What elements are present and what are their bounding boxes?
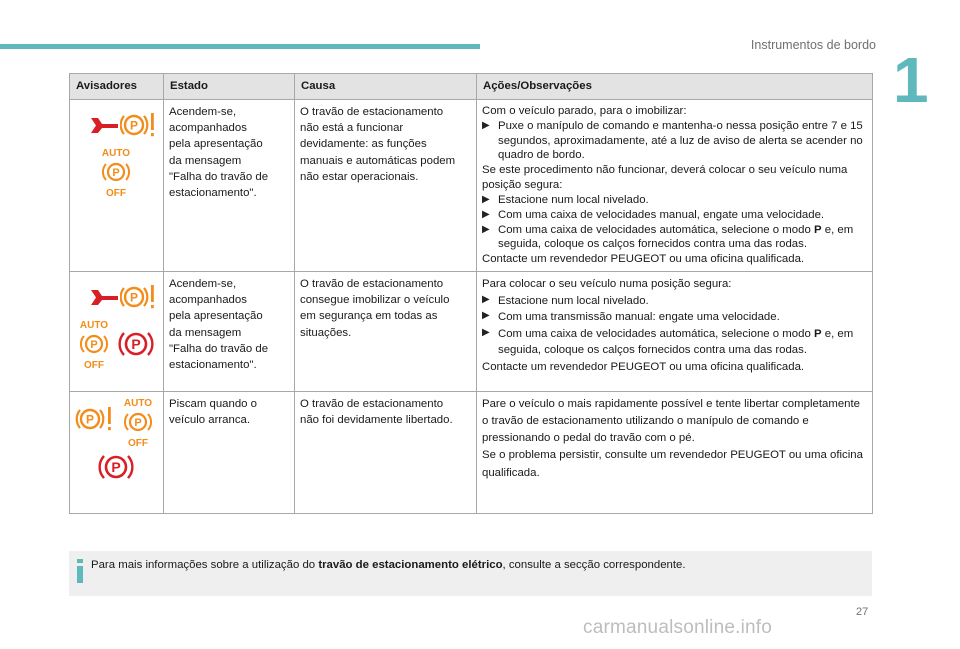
svg-text:OFF: OFF bbox=[106, 188, 126, 198]
acoes-intro: Para colocar o seu veículo numa posição segura: bbox=[482, 278, 732, 291]
wrench-icon bbox=[88, 114, 120, 136]
chapter-number: 1 bbox=[893, 44, 929, 116]
wrench-icon bbox=[88, 286, 120, 308]
causa-line: não foi devidamente libertado. bbox=[300, 414, 453, 427]
bullet-text: Puxe o manípulo de comando e mantenha-o nessa posição entre 7 e 15 segundos, aproximadamente, até a luz de aviso de alerta se acender no quadro de bordo. bbox=[498, 119, 863, 162]
parking-brake-warning-icon bbox=[120, 282, 156, 312]
acoes-bullet bbox=[482, 293, 867, 310]
bullet-arrow-icon: ▶ bbox=[482, 326, 490, 338]
estado-line: estacionamento". bbox=[169, 359, 257, 372]
info-note-text bbox=[91, 559, 686, 571]
causa-line: manuais e automáticas podem bbox=[300, 154, 456, 167]
acoes-end: Contacte um revendedor PEUGEOT ou uma oficina qualificada. bbox=[482, 360, 805, 373]
bullet-text: e, em seguida, coloque os calços fornecidos contra uma das rodas. bbox=[498, 223, 854, 251]
warning-lights-table bbox=[69, 73, 873, 514]
mode-p: P bbox=[813, 223, 822, 236]
svg-text:OFF: OFF bbox=[84, 360, 104, 371]
acoes-paragraph: Pare o veículo o mais rapidamente possível e tente libertar completamente o travão de estacionamento utilizando o manípulo de comando e pressionando o pedal do travão com o pé. bbox=[482, 398, 860, 445]
causa-line: não está a funcionar bbox=[300, 122, 404, 135]
estado-cell bbox=[164, 392, 295, 514]
estado-line: Acendem-se, bbox=[169, 106, 237, 118]
icons-cell bbox=[70, 272, 164, 392]
estado-line: da mensagem bbox=[169, 326, 242, 339]
estado-line: Acendem-se, bbox=[169, 278, 237, 291]
bullet-text: Com uma caixa de velocidades manual, engate uma velocidade. bbox=[498, 208, 825, 221]
acoes-mid: Se este procedimento não funcionar, deverá colocar o seu veículo numa posição segura: bbox=[482, 164, 848, 192]
watermark: carmanualsonline.info bbox=[583, 617, 773, 638]
estado-cell bbox=[164, 272, 295, 392]
estado-line: acompanhados bbox=[169, 122, 247, 135]
estado-line: estacionamento". bbox=[169, 186, 257, 199]
note-text: Para mais informações sobre a utilização do bbox=[91, 559, 316, 571]
parking-brake-warning-icon bbox=[74, 404, 114, 434]
acoes-cell bbox=[477, 392, 873, 514]
icons-cell bbox=[70, 100, 164, 272]
bullet-arrow-icon: ▶ bbox=[482, 293, 490, 305]
causa-line: consegue imobilizar o veículo bbox=[300, 294, 450, 307]
estado-line: veículo arranca. bbox=[169, 414, 251, 427]
auto-parking-off-icon bbox=[76, 318, 112, 370]
acoes-intro: Com o veículo parado, para o imobilizar: bbox=[482, 105, 687, 117]
acoes-end: Contacte um revendedor PEUGEOT ou uma oficina qualificada. bbox=[482, 253, 805, 266]
column-header-causa: Causa bbox=[295, 74, 477, 100]
table-header-row bbox=[70, 74, 873, 100]
bullet-arrow-icon: ▶ bbox=[482, 310, 490, 322]
auto-parking-off-icon bbox=[98, 146, 134, 198]
svg-text:AUTO: AUTO bbox=[79, 320, 109, 332]
estado-line: pela apresentação bbox=[169, 310, 263, 323]
acoes-cell bbox=[477, 100, 873, 272]
column-header-avisadores: Avisadores bbox=[70, 74, 164, 100]
parking-brake-warning-icon bbox=[120, 110, 156, 140]
acoes-bullet bbox=[482, 119, 867, 163]
bullet-arrow-icon: ▶ bbox=[482, 208, 490, 220]
estado-line: "Falha do travão de bbox=[169, 342, 269, 355]
acoes-paragraph: Se o problema persistir, consulte um revendedor PEUGEOT ou uma oficina qualificada. bbox=[482, 449, 863, 479]
bullet-text: Com uma transmissão manual: engate uma velocidade. bbox=[498, 311, 780, 324]
causa-line: O travão de estacionamento bbox=[300, 398, 444, 411]
causa-line: O travão de estacionamento bbox=[300, 278, 444, 291]
svg-text:AUTO: AUTO bbox=[101, 148, 131, 159]
table-row bbox=[70, 272, 873, 392]
svg-text:P: P bbox=[111, 459, 121, 476]
svg-text:P: P bbox=[134, 417, 142, 430]
svg-text:P: P bbox=[112, 167, 120, 179]
bullet-text: Com uma caixa de velocidades automática, selecione o modo bbox=[498, 223, 811, 236]
estado-line: Piscam quando o bbox=[169, 398, 258, 411]
icons-cell bbox=[70, 392, 164, 514]
estado-cell bbox=[164, 100, 295, 272]
causa-line: em segurança em todas as bbox=[300, 310, 438, 323]
svg-text:OFF: OFF bbox=[128, 438, 148, 449]
svg-text:AUTO: AUTO bbox=[123, 398, 153, 410]
causa-line: devidamente: as funções bbox=[300, 138, 427, 151]
estado-line: acompanhados bbox=[169, 294, 247, 307]
estado-line: pela apresentação bbox=[169, 138, 263, 151]
bullet-text: Estacione num local nivelado. bbox=[498, 294, 649, 307]
acoes-bullet bbox=[482, 193, 867, 208]
header-accent-bar bbox=[0, 44, 480, 49]
info-icon bbox=[75, 559, 85, 583]
svg-text:P: P bbox=[85, 412, 95, 427]
parking-brake-red-icon bbox=[98, 450, 134, 484]
estado-line: "Falha do travão de bbox=[169, 170, 269, 183]
info-note bbox=[69, 551, 872, 596]
causa-cell bbox=[295, 392, 477, 514]
svg-text:P: P bbox=[131, 336, 141, 353]
mode-p: P bbox=[813, 327, 822, 340]
parking-brake-red-icon bbox=[118, 327, 154, 361]
column-header-acoes: Ações/Observações bbox=[477, 74, 873, 100]
estado-line: da mensagem bbox=[169, 154, 242, 167]
acoes-cell bbox=[477, 272, 873, 392]
table-row bbox=[70, 392, 873, 514]
column-header-estado: Estado bbox=[164, 74, 295, 100]
acoes-bullet bbox=[482, 309, 867, 326]
section-title: Instrumentos de bordo bbox=[750, 38, 876, 52]
auto-parking-off-icon bbox=[120, 396, 156, 448]
causa-line: O travão de estacionamento bbox=[300, 106, 444, 118]
acoes-bullet bbox=[482, 223, 867, 253]
causa-line: não estar operacionais. bbox=[300, 170, 419, 183]
bullet-arrow-icon: ▶ bbox=[482, 223, 490, 235]
bullet-text: e, em seguida, coloque os calços fornecidos contra uma das rodas. bbox=[498, 327, 854, 357]
svg-text:P: P bbox=[90, 339, 98, 352]
table-row bbox=[70, 100, 873, 272]
causa-cell bbox=[295, 100, 477, 272]
causa-cell bbox=[295, 272, 477, 392]
note-link-text: travão de estacionamento elétrico bbox=[318, 559, 503, 571]
bullet-text: Estacione num local nivelado. bbox=[498, 193, 649, 206]
bullet-arrow-icon: ▶ bbox=[482, 193, 490, 205]
causa-line: situações. bbox=[300, 326, 352, 339]
svg-text:P: P bbox=[129, 290, 139, 305]
svg-text:P: P bbox=[129, 118, 139, 133]
note-text: , consulte a secção correspondente. bbox=[502, 559, 686, 571]
bullet-arrow-icon: ▶ bbox=[482, 119, 490, 131]
acoes-bullet bbox=[482, 326, 867, 359]
acoes-bullet bbox=[482, 208, 867, 223]
page-number: 27 bbox=[856, 606, 869, 618]
bullet-text: Com uma caixa de velocidades automática, selecione o modo bbox=[498, 327, 811, 340]
